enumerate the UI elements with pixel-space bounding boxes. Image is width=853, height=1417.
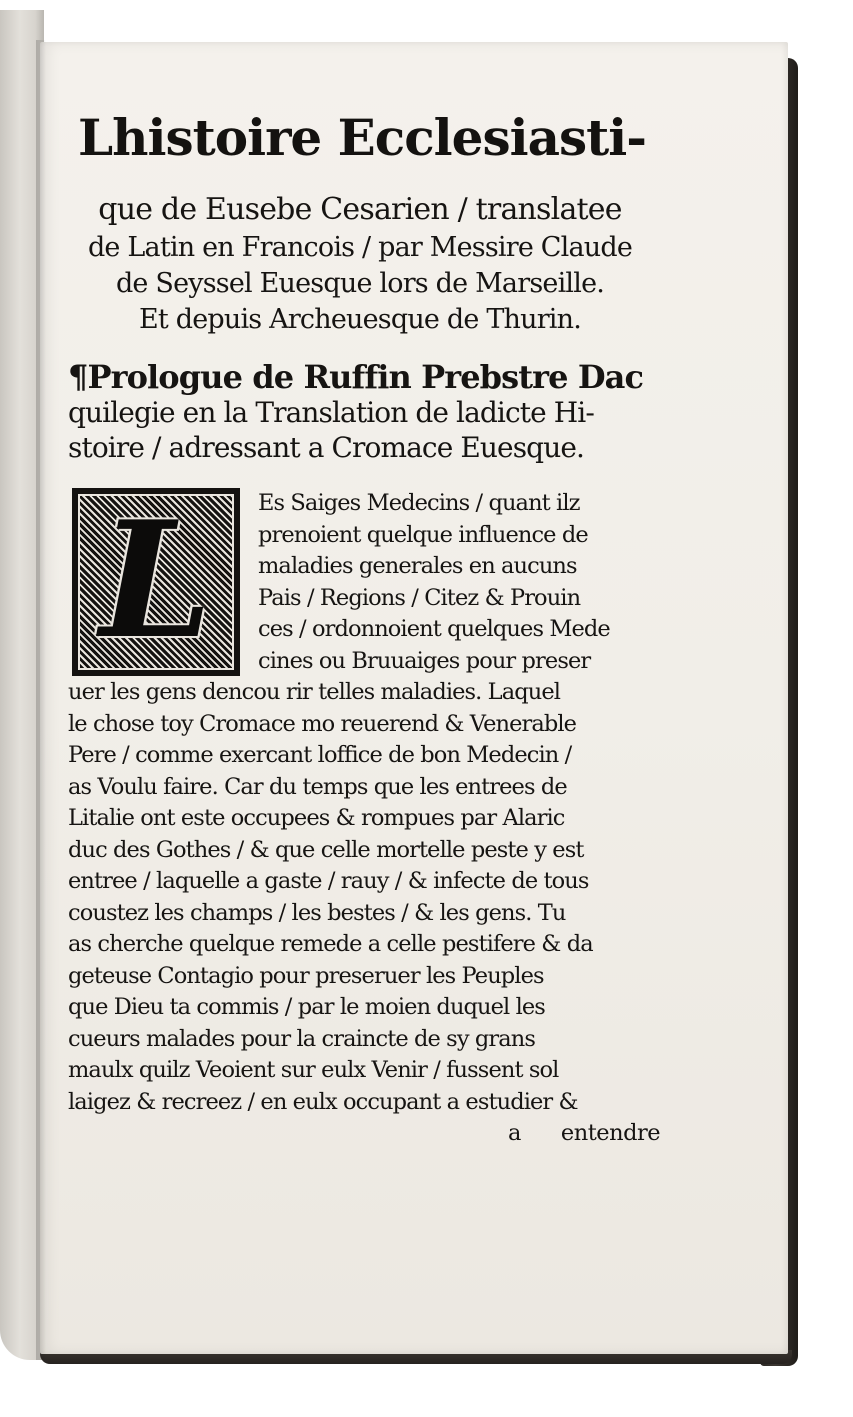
body-line: que Dieu ta commis / par le moien duquel les <box>68 994 545 1020</box>
body-line: Pais / Regions / Citez & Prouin <box>258 584 581 611</box>
prologue-heading <box>68 360 648 465</box>
prologue-line-2: quilegie en la Translation de ladicte Hi- <box>68 396 594 429</box>
body-line: maladies generales en aucuns <box>258 553 577 579</box>
body-line: geteuse Contagio pour preseruer les Peuples <box>68 962 544 989</box>
title-line-3: de Seyssel Euesque lors de Marseille. <box>115 268 605 299</box>
page-title: Lhistoire Ecclesiasti- <box>78 108 646 167</box>
prologue-line-3: stoire / adressant a Cromace Euesque. <box>68 431 585 464</box>
body-line: Es Saiges Medecins / quant ilz <box>258 490 580 516</box>
body-line: uer les gens dencou rir telles maladies. Laquel <box>68 679 561 705</box>
body-line: prenoient quelque influence de <box>258 521 588 548</box>
body-line: Litalie ont este occupees & rompues par Alaric <box>68 805 565 831</box>
body-line: ces / ordonnoient quelques Mede <box>258 616 610 642</box>
title-line-4: Et depuis Archeuesque de Thurin. <box>138 304 582 335</box>
initial-letter: L <box>99 486 213 674</box>
title-line-1: que de Eusebe Cesarien / translatee <box>98 192 622 227</box>
body-line: laigez & recreez / en eulx occupant a estudier & <box>68 1088 578 1115</box>
body-line: le chose toy Cromace mo reuerend & Venerable <box>68 710 577 737</box>
body-line: coustez les champs / les bestes / & les gens. Tu <box>68 899 566 926</box>
body-line: cines ou Bruuaiges pour preser <box>258 647 591 674</box>
catchword-line <box>68 1118 661 1150</box>
body-line: as Voulu faire. Car du temps que les entrees de <box>68 773 567 800</box>
catchword: entendre <box>560 1120 661 1146</box>
title-line-2: de Latin en Francois / par Messire Claude <box>87 232 633 263</box>
body-line: entree / laquelle a gaste / rauy / & infecte de tous <box>68 868 589 894</box>
body-line: cueurs malades pour la craincte de sy grans <box>68 1025 536 1052</box>
signature-mark: a <box>508 1120 521 1146</box>
gutter-shadow <box>36 40 46 1360</box>
body-line: maulx quilz Veoient sur eulx Venir / fussent sol <box>68 1057 559 1083</box>
prologue-line-1-text: Prologue de Ruffin Prebstre Dac <box>87 358 644 396</box>
prologue-line-1 <box>68 360 648 395</box>
pilcrow-icon: ¶ <box>68 358 88 396</box>
body-text <box>68 488 661 1150</box>
body-line: as cherche quelque remede a celle pestifere & da <box>68 931 593 957</box>
title-block <box>80 190 640 338</box>
body-line: duc des Gothes / & que celle mortelle peste y est <box>68 836 584 863</box>
body-line: Pere / comme exercant loffice de bon Medecin / <box>68 742 572 768</box>
